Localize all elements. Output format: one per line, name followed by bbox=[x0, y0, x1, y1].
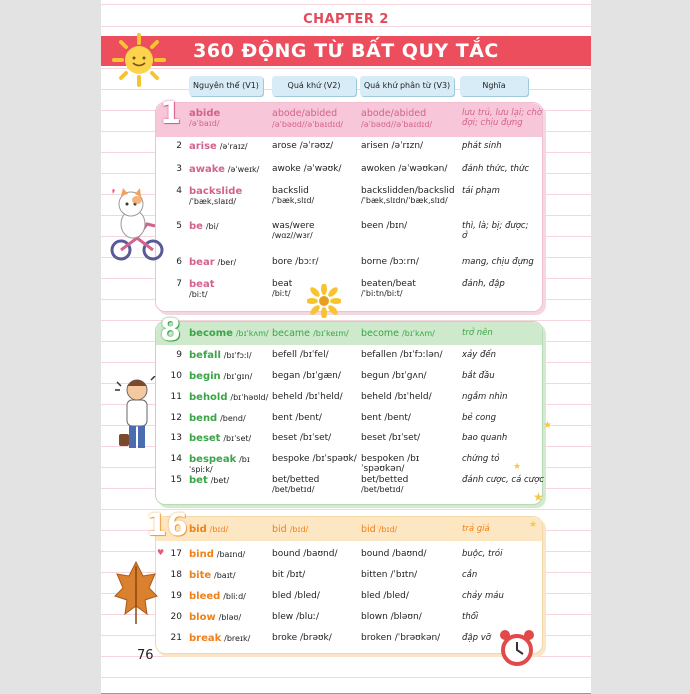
verb-v2: bound /baʊnd/ bbox=[272, 549, 338, 559]
verb-meaning: đánh, đập bbox=[462, 279, 505, 289]
row-number: 5 bbox=[176, 221, 182, 231]
page-title: 360 ĐỘNG TỪ BẤT QUY TẮC bbox=[193, 40, 499, 62]
row-number: 9 bbox=[176, 350, 182, 360]
verb-v1: break bbox=[189, 633, 222, 644]
verb-v1-ipa: /bi/ bbox=[205, 222, 219, 231]
autumn-leaf-icon bbox=[113, 560, 159, 626]
verb-v1: bid bbox=[189, 524, 207, 535]
verb-v1-ipa: /əˈweɪk/ bbox=[227, 165, 260, 174]
row-number: 18 bbox=[170, 570, 182, 580]
verb-v1: backslide bbox=[189, 186, 243, 197]
verb-v2-ipa: /wɑz//wɜr/ bbox=[272, 231, 313, 240]
header-v2: Quá khứ (V2) bbox=[272, 76, 356, 96]
verb-v3: begun /bɪˈgʌn/ bbox=[361, 371, 427, 381]
verb-v1-ipa: /ber/ bbox=[217, 258, 237, 267]
verb-v3: beaten/beat bbox=[361, 279, 416, 289]
verb-v1: behold bbox=[189, 392, 228, 403]
verb-v2: beat bbox=[272, 279, 293, 289]
verb-v2: broke /brəʊk/ bbox=[272, 633, 332, 643]
verb-v2: blew /bluː/ bbox=[272, 612, 319, 622]
verb-v3: bitten /ˈbɪtn/ bbox=[361, 570, 418, 580]
verb-v3-ipa: /bɪd/ bbox=[378, 525, 398, 534]
verb-v1: bend bbox=[189, 413, 218, 424]
verb-v1: bite bbox=[189, 570, 212, 581]
section-big-number: 16 bbox=[146, 508, 188, 543]
verb-meaning: trở nên bbox=[462, 328, 493, 338]
verb-v2: arose /əˈrəʊz/ bbox=[272, 141, 334, 151]
verb-v1-ipa: /bɪd/ bbox=[209, 525, 229, 534]
verb-meaning: tái phạm bbox=[462, 186, 500, 196]
verb-v1-ipa: /bɪˈkʌm/ bbox=[235, 329, 269, 338]
verb-meaning: mang, chịu đựng bbox=[462, 257, 534, 267]
verb-v1: abide bbox=[189, 108, 221, 119]
verb-v3: been /bɪn/ bbox=[361, 221, 408, 231]
title-bar bbox=[101, 36, 591, 66]
verb-v1-ipa: /əˈraɪz/ bbox=[219, 142, 248, 151]
verb-v3: bled /bled/ bbox=[361, 591, 409, 601]
verb-meaning: lưu trú, lưu lại; chờ đợi; chịu đựng bbox=[462, 108, 543, 128]
row-number: 3 bbox=[176, 164, 182, 174]
verb-v1: beat bbox=[189, 279, 215, 290]
verb-v2-ipa: /bet/betɪd/ bbox=[272, 485, 315, 494]
sun-icon bbox=[111, 32, 167, 88]
verb-v2: bent /bent/ bbox=[272, 413, 322, 423]
verb-v2: began /bɪˈgæn/ bbox=[272, 371, 341, 381]
row-number: 12 bbox=[170, 413, 182, 423]
verb-v3: broken /ˈbrəʊkən/ bbox=[361, 633, 441, 643]
heart-icon: ♥ bbox=[157, 548, 165, 557]
row-number: 2 bbox=[176, 141, 182, 151]
verb-v3: awoken /əˈwəʊkən/ bbox=[361, 164, 448, 174]
verb-v1: beset bbox=[189, 433, 221, 444]
verb-v1-ipa: /bɪˈset/ bbox=[223, 434, 252, 443]
header-meaning: Nghĩa bbox=[460, 76, 528, 96]
verb-meaning: ngắm nhìn bbox=[462, 392, 508, 402]
row-number: 6 bbox=[176, 257, 182, 267]
verb-meaning: phát sinh bbox=[462, 141, 502, 151]
verb-v3: bet/betted bbox=[361, 475, 409, 485]
verb-v3: beset /bɪˈset/ bbox=[361, 433, 421, 443]
verb-v3-ipa: /ˈbiːtn/biːt/ bbox=[361, 289, 403, 298]
section-big-number: 1 bbox=[160, 96, 181, 131]
verb-v2: awoke /əˈwəʊk/ bbox=[272, 164, 342, 174]
cat-on-bike-illustration bbox=[109, 188, 165, 262]
verb-v1-ipa: /bet/ bbox=[210, 476, 230, 485]
verb-meaning: buộc, trói bbox=[462, 549, 503, 559]
star-icon: ★ bbox=[513, 462, 522, 472]
verb-v1-ipa: /bɪˈhəʊld/ bbox=[230, 393, 269, 402]
verb-meaning: đánh cược, cá cược bbox=[462, 475, 544, 485]
star-icon: ★ bbox=[533, 490, 544, 504]
row-number: 10 bbox=[170, 371, 182, 381]
verb-v1-ipa: /baɪnd/ bbox=[216, 550, 246, 559]
verb-v3-ipa: /bɪˈkʌm/ bbox=[402, 329, 435, 338]
star-icon: ★ bbox=[529, 520, 538, 530]
row-number: 7 bbox=[176, 279, 182, 289]
verb-v2: bore /bɔːr/ bbox=[272, 257, 319, 267]
row-number: 11 bbox=[170, 392, 182, 402]
verb-v1-ipa: /breɪk/ bbox=[224, 634, 251, 643]
verb-v2: abode/abided bbox=[272, 108, 338, 119]
verb-v1-ipa: /əˈbaɪd/ bbox=[189, 119, 220, 128]
row-number: 17 bbox=[170, 549, 182, 559]
book-page bbox=[101, 0, 591, 694]
verb-v3: become bbox=[361, 328, 400, 339]
verb-v2-ipa: /bɪˈkeɪm/ bbox=[313, 329, 349, 338]
row-number: 4 bbox=[176, 186, 182, 196]
verb-meaning: đánh thức, thức bbox=[462, 164, 530, 174]
section-16 bbox=[146, 508, 543, 654]
verb-v1-ipa: /bləʊ/ bbox=[218, 613, 242, 622]
verb-v1-ipa: /bɪˈgɪn/ bbox=[223, 372, 253, 381]
section-8 bbox=[155, 313, 544, 505]
verb-meaning: đập vỡ bbox=[462, 633, 491, 643]
verb-v2: beheld /bɪˈheld/ bbox=[272, 392, 343, 402]
verb-meaning: bao quanh bbox=[462, 433, 508, 443]
alarm-clock-icon bbox=[497, 628, 537, 668]
verb-v2: beset /bɪˈset/ bbox=[272, 433, 332, 443]
flower-icon bbox=[307, 284, 341, 318]
verb-v2: bet/betted bbox=[272, 475, 320, 485]
verb-v3: blown /bləʊn/ bbox=[361, 612, 422, 622]
verb-meaning: xảy đến bbox=[462, 350, 496, 360]
header-v3: Quá khứ phân từ (V3) bbox=[360, 76, 454, 96]
verb-meaning: chứng tỏ bbox=[462, 454, 500, 464]
page-number: 76 bbox=[137, 648, 154, 663]
verb-v3: bid bbox=[361, 524, 376, 535]
verb-v2: bespoke /bɪˈspəʊk/ bbox=[272, 454, 357, 464]
verb-v1: begin bbox=[189, 371, 221, 382]
verb-v3: bound /baʊnd/ bbox=[361, 549, 427, 559]
row-number: 14 bbox=[170, 454, 182, 464]
verb-v2: bid bbox=[272, 524, 287, 535]
verb-v3: abode/abided bbox=[361, 108, 427, 119]
verb-v1: blow bbox=[189, 612, 216, 623]
verb-v1: bleed bbox=[189, 591, 221, 602]
star-icon: ★ bbox=[543, 420, 552, 431]
verb-v3: backslidden/backslid bbox=[361, 186, 455, 196]
verb-v3: beheld /bɪˈheld/ bbox=[361, 392, 432, 402]
verb-v1-ipa: /baɪt/ bbox=[214, 571, 236, 580]
verb-v3-ipa: /ˈbæk,slɪdn/ˈbæk,slɪd/ bbox=[361, 196, 448, 205]
verb-meaning: chảy máu bbox=[462, 591, 504, 601]
chapter-label: CHAPTER 2 bbox=[303, 12, 389, 27]
section-1 bbox=[155, 96, 543, 312]
row-number: 19 bbox=[170, 591, 182, 601]
verb-v1-ipa: /ˈbæk,slaɪd/ bbox=[189, 197, 237, 206]
verb-v2-ipa: /bɪd/ bbox=[289, 525, 309, 534]
verb-v2-ipa: /ˈbæk,slɪd/ bbox=[272, 196, 315, 205]
row-number: 20 bbox=[170, 612, 182, 622]
header-v1: Nguyên thể (V1) bbox=[189, 76, 263, 96]
verb-meaning: trả giá bbox=[462, 524, 490, 534]
verb-v3-ipa: /bet/betɪd/ bbox=[361, 485, 404, 494]
verb-v1: bespeak bbox=[189, 454, 237, 465]
verb-v1-ipa: /biːt/ bbox=[189, 290, 208, 299]
verb-v1-ipa: /bɪˈfɔːl/ bbox=[223, 351, 252, 360]
verb-v1-ipa: /bliːd/ bbox=[223, 592, 246, 601]
verb-v1: befall bbox=[189, 350, 221, 361]
verb-v1: awake bbox=[189, 164, 225, 175]
verb-v3: borne /bɔːrn/ bbox=[361, 257, 419, 267]
verb-v1: bind bbox=[189, 549, 214, 560]
verb-v1: be bbox=[189, 221, 203, 232]
verb-v2: befell /bɪˈfel/ bbox=[272, 350, 329, 360]
verb-v1-ipa: /bend/ bbox=[220, 414, 246, 423]
verb-meaning: cắn bbox=[462, 570, 478, 580]
verb-v3-ipa: /əˈbəʊd//əˈbaɪdɪd/ bbox=[361, 120, 433, 129]
verb-v3: arisen /əˈrɪzn/ bbox=[361, 141, 424, 151]
verb-meaning: bẻ cong bbox=[462, 413, 496, 423]
verb-v1: become bbox=[189, 328, 233, 339]
verb-v2: bit /bɪt/ bbox=[272, 570, 306, 580]
verb-v2-ipa: /biːt/ bbox=[272, 289, 291, 298]
verb-v1: arise bbox=[189, 141, 217, 152]
section-big-number: 8 bbox=[160, 313, 181, 348]
verb-v2-ipa: /əˈbəʊd//əˈbaɪdɪd/ bbox=[272, 120, 344, 129]
verb-v2: bled /bled/ bbox=[272, 591, 320, 601]
row-number: 13 bbox=[170, 433, 182, 443]
boy-illustration bbox=[115, 376, 159, 458]
verb-meaning: thì, là; bị; được; ở bbox=[462, 221, 529, 241]
verb-v3: bespoken /bɪˈspəʊkən/ bbox=[361, 454, 420, 474]
verb-v3: befallen /bɪˈfɔːlən/ bbox=[361, 350, 443, 360]
verb-v2: backslid bbox=[272, 186, 309, 196]
verb-meaning: bắt đầu bbox=[462, 371, 495, 381]
verb-v1-ipa: /bɪˈspiːk/ bbox=[189, 455, 250, 474]
verb-v1: bet bbox=[189, 475, 208, 486]
row-number: 15 bbox=[170, 475, 182, 485]
verb-v1: bear bbox=[189, 257, 215, 268]
verb-v2: became bbox=[272, 328, 311, 339]
verb-v2: was/were bbox=[272, 221, 315, 231]
row-number: 21 bbox=[170, 633, 182, 643]
verb-meaning: thổi bbox=[462, 612, 479, 622]
verb-v3: bent /bent/ bbox=[361, 413, 411, 423]
